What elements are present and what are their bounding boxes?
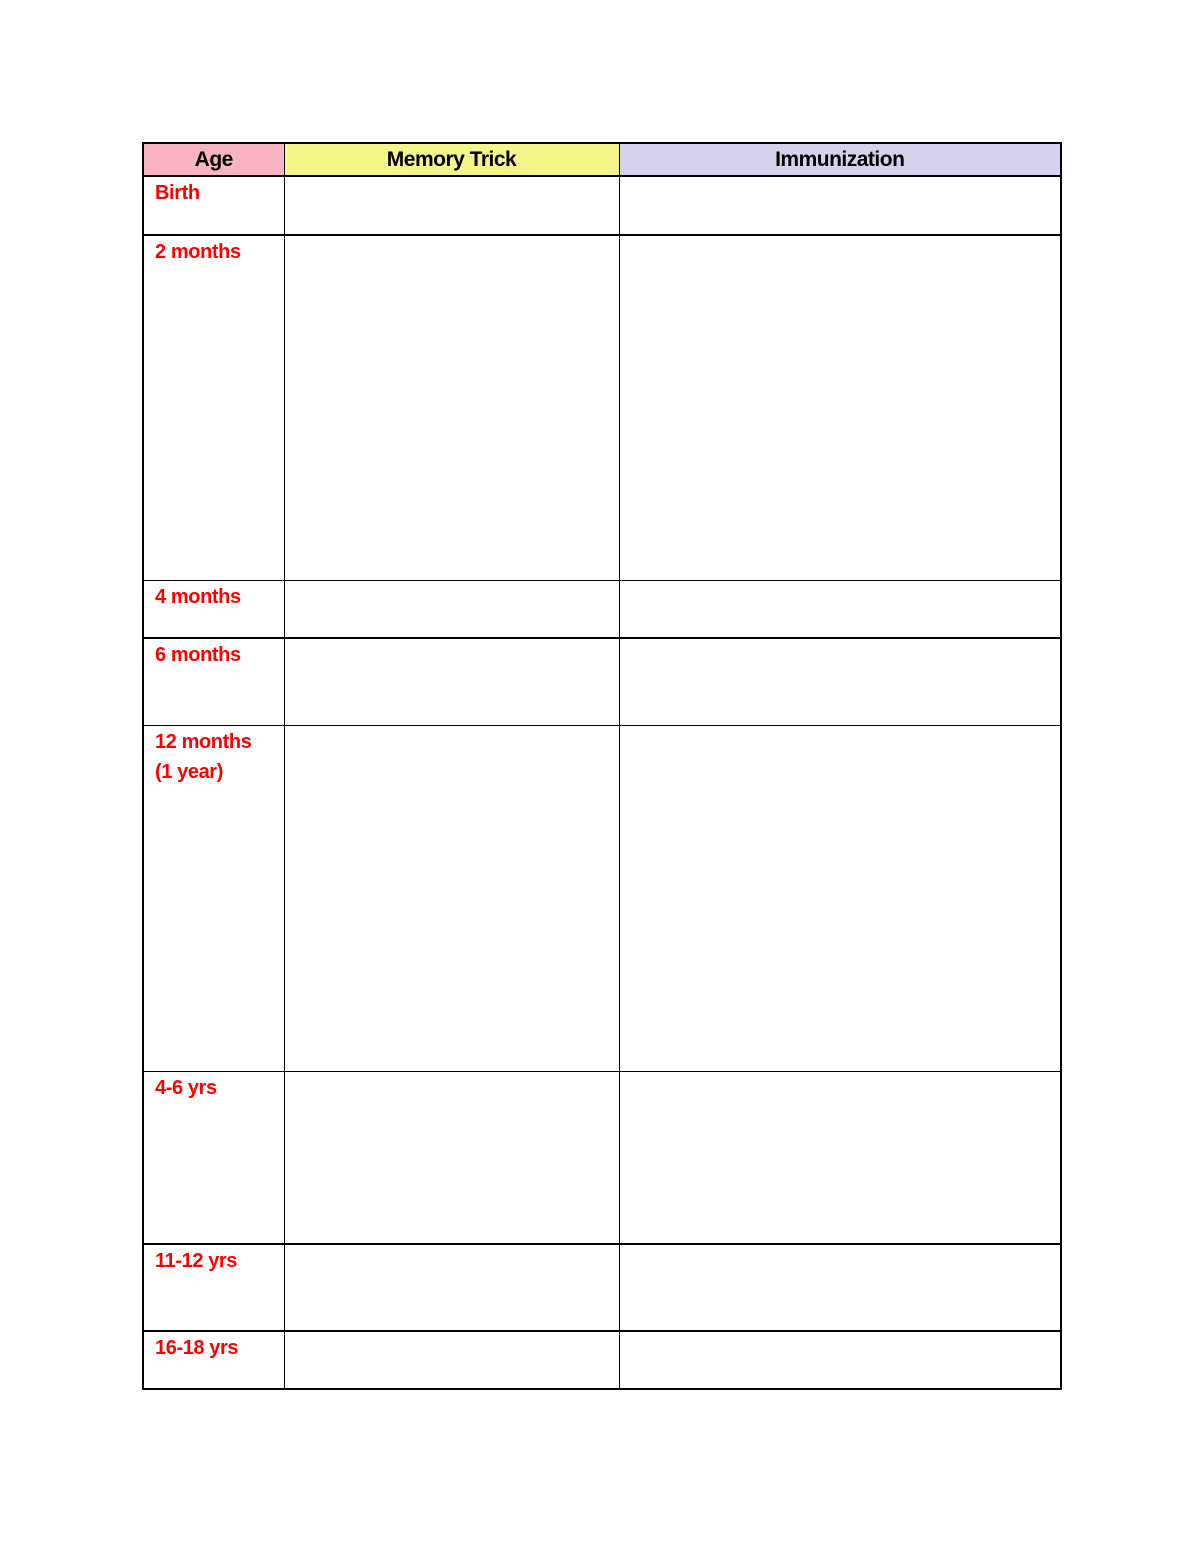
table-row-4-months [143,580,1061,638]
age-cell [143,638,284,725]
age-label: Birth [155,182,200,204]
age-cell [143,176,284,235]
immunization-cell[interactable] [619,1331,1061,1389]
header-row [143,143,1061,176]
immunization-cell[interactable] [619,1071,1061,1244]
memory-trick-cell[interactable] [284,235,619,580]
table-row-16-18-yrs [143,1331,1061,1389]
immunization-table [142,142,1062,1390]
memory-trick-cell[interactable] [284,580,619,638]
table-row-4-6-yrs [143,1071,1061,1244]
age-cell [143,1331,284,1389]
immunization-cell[interactable] [619,176,1061,235]
age-sublabel: (1 year) [155,760,223,783]
age-label: 4-6 yrs [155,1076,217,1099]
age-label: 6 months [155,644,241,666]
memory-trick-cell[interactable] [284,638,619,725]
memory-trick-cell[interactable] [284,725,619,1071]
age-label: 4 months [155,585,241,608]
memory-trick-cell[interactable] [284,1244,619,1331]
age-label: 11-12 yrs [155,1250,238,1272]
memory-trick-cell[interactable] [284,1071,619,1244]
age-cell [143,1071,284,1244]
table-row-6-months [143,638,1061,725]
age-cell [143,725,284,1071]
memory-trick-cell[interactable] [284,176,619,235]
immunization-cell[interactable] [619,638,1061,725]
immunization-cell[interactable] [619,235,1061,580]
immunization-cell[interactable] [619,580,1061,638]
header-memory-trick: Memory Trick [284,143,619,176]
header-immunization: Immunization [619,143,1061,176]
memory-trick-cell[interactable] [284,1331,619,1389]
table-row-11-12-yrs [143,1244,1061,1331]
age-label: 12 months [155,730,252,753]
age-cell [143,235,284,580]
age-label: 16-18 yrs [155,1337,239,1359]
table-row-2-months [143,235,1061,580]
header-age: Age [143,143,284,176]
age-cell [143,1244,284,1331]
table-row-12-months [143,725,1061,1071]
table-row-birth [143,176,1061,235]
age-label: 2 months [155,241,241,263]
age-cell [143,580,284,638]
immunization-cell[interactable] [619,1244,1061,1331]
immunization-cell[interactable] [619,725,1061,1071]
